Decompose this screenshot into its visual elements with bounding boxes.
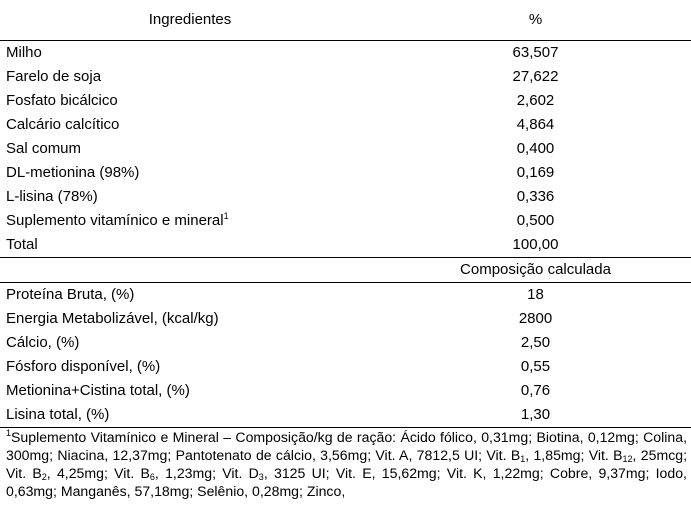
table-row — [0, 283, 691, 308]
ingredient-name: Milho — [6, 44, 42, 61]
ingredient-value: 4,864 — [516, 116, 555, 133]
total-row — [0, 233, 691, 258]
table-footnote — [0, 428, 691, 500]
header-percent: % — [380, 0, 691, 41]
total-label: Total — [0, 233, 380, 258]
table-row — [0, 113, 691, 137]
composition-value: 0,55 — [520, 358, 551, 375]
ingredient-name-cell — [0, 209, 380, 233]
vitamin-subscript: 1 — [520, 454, 526, 464]
composition-name: Metionina+Cistina total, (%) — [6, 382, 190, 399]
table-row — [0, 89, 691, 113]
ingredient-value: 27,622 — [512, 68, 559, 85]
ingredient-name: Calcário calcítico — [6, 116, 120, 133]
ingredient-value: 0,500 — [516, 212, 555, 229]
table-row — [0, 65, 691, 89]
table-row — [0, 379, 691, 403]
vitamin-subscript: 6 — [149, 472, 155, 482]
footnote-text: Suplemento Vitamínico e Mineral – Composição/kg de ração: Ácido fólico, 0,31mg; Biotina, 0,12mg; Colina, 300mg; Niacina, 12,37mg; Pantotenato de cálcio, 3,56mg; Vit. A, 7812,5 UI; Vit. B — [6, 429, 687, 463]
total-value: 100,00 — [380, 233, 691, 258]
table-row — [0, 403, 691, 428]
composition-name: Proteína Bruta, (%) — [6, 286, 135, 303]
table-header-row — [0, 0, 691, 41]
ingredient-value: 0,400 — [516, 140, 555, 157]
table-row — [0, 331, 691, 355]
table-row — [0, 185, 691, 209]
footnote-text: , 4,25mg; Vit. B — [46, 465, 150, 481]
composition-header: Composição calculada — [380, 258, 691, 283]
ingredient-name: Fosfato bicálcico — [6, 92, 118, 109]
ingredient-name: Suplemento vitamínico e mineral — [6, 212, 224, 229]
footnote-text: , 25mcg; Vit. B — [6, 447, 687, 481]
ingredient-name: DL-metionina (98%) — [6, 164, 140, 181]
composition-name: Lisina total, (%) — [0, 403, 380, 428]
ingredient-name: Farelo de soja — [6, 68, 102, 85]
footnote-marker: 1 — [223, 211, 229, 221]
composition-value: 0,76 — [520, 382, 551, 399]
vitamin-subscript: 2 — [41, 472, 47, 482]
ingredient-name: Sal comum — [6, 140, 82, 157]
footnote-text: , 1,23mg; Vit. D — [154, 465, 259, 481]
table-row — [0, 209, 691, 233]
ingredient-name: L-lisina (78%) — [6, 188, 98, 205]
composition-header-spacer — [0, 258, 380, 283]
composition-value: 1,30 — [380, 403, 691, 428]
composition-value: 2800 — [518, 310, 553, 327]
composition-name: Cálcio, (%) — [6, 334, 80, 351]
composition-value: 2,50 — [520, 334, 551, 351]
ingredient-value: 2,602 — [516, 92, 555, 109]
table-row — [0, 307, 691, 331]
ingredient-value: 0,336 — [516, 188, 555, 205]
table-row — [0, 161, 691, 185]
table-row — [0, 137, 691, 161]
composition-header-row — [0, 258, 691, 283]
table-row — [0, 355, 691, 379]
vitamin-subscript: 3 — [258, 472, 264, 482]
header-ingredients: Ingredientes — [0, 0, 380, 41]
footnote-text: , 3125 UI; Vit. E, 15,62mg; Vit. K, 1,22mg; Cobre, 9,37mg; Iodo, 0,63mg; Manganês, 57,18mg; Selênio, 0,28mg; Zinco, — [6, 465, 687, 499]
footnote-marker: 1 — [6, 428, 12, 438]
ingredient-value: 63,507 — [512, 44, 559, 61]
composition-name: Energia Metabolizável, (kcal/kg) — [6, 310, 219, 327]
footnote-text: , 1,85mg; Vit. B — [525, 447, 623, 463]
vitamin-subscript: 12 — [622, 454, 633, 464]
table-row — [0, 41, 691, 66]
ingredient-value: 0,169 — [516, 164, 555, 181]
composition-name: Fósforo disponível, (%) — [6, 358, 161, 375]
composition-value: 18 — [527, 286, 544, 303]
